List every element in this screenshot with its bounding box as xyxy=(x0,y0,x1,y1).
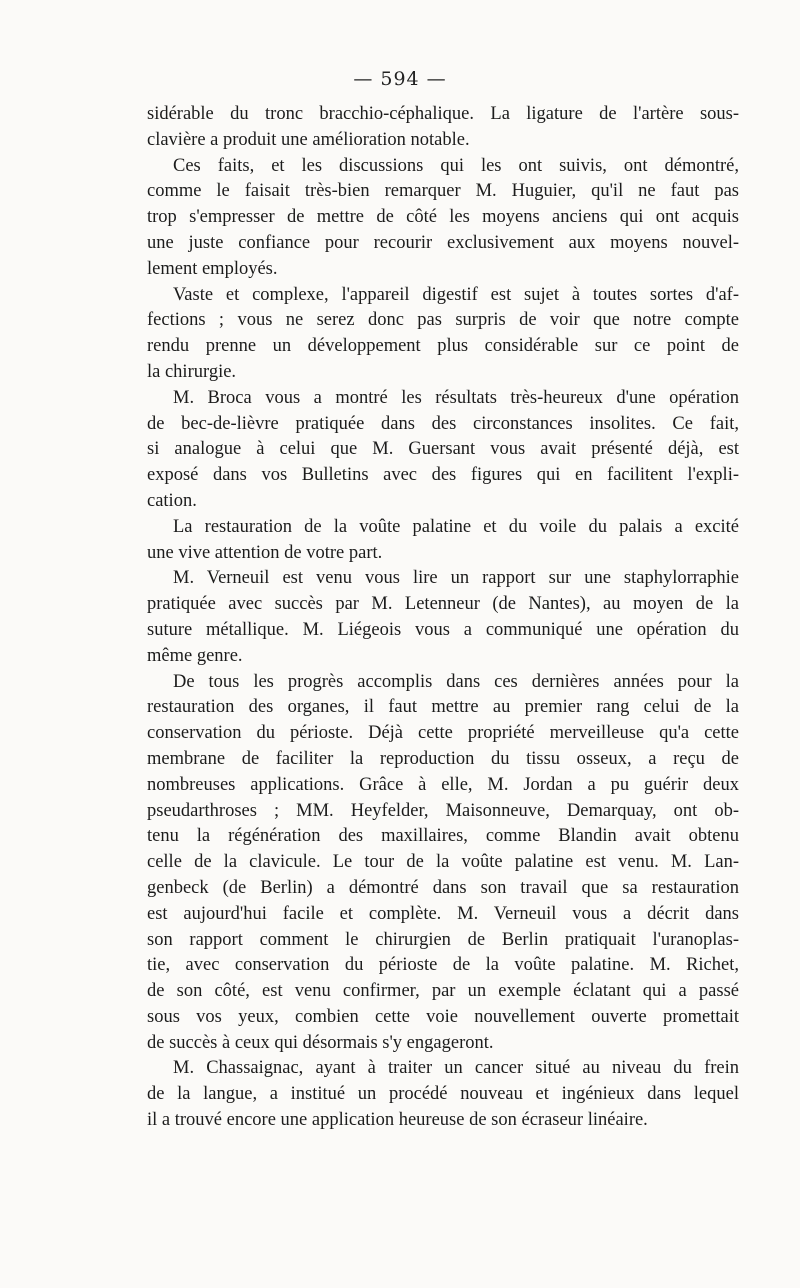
text-line: M. Verneuil est venu vous lire un rapport sur une staphylorraphie xyxy=(173,568,739,589)
paragraph xyxy=(147,1056,739,1133)
text-line: pratiquée avec succès par M. Letenneur (de Nantes), au moyen de la xyxy=(147,594,739,615)
text-line: son rapport comment le chirurgien de Berlin pratiquait l'uranoplas- xyxy=(147,929,739,950)
text-line: De tous les progrès accomplis dans ces dernières années pour la xyxy=(173,671,739,692)
text-line: membrane de faciliter la reproduction du tissu osseux, a reçu de xyxy=(147,748,739,769)
text-line: celle de la clavicule. Le tour de la voûte palatine est venu. M. Lan- xyxy=(147,852,739,873)
paragraph xyxy=(147,566,739,669)
text-line: rendu prenne un développement plus considérable sur ce point de xyxy=(147,336,739,357)
page-number: — 594 — xyxy=(353,68,447,90)
text-line: de succès à ceux qui désormais s'y engageront. xyxy=(147,1032,494,1053)
text-line: La restauration de la voûte palatine et du voile du palais a excité xyxy=(173,516,739,537)
text-line: de son côté, est venu confirmer, par un exemple éclatant qui a passé xyxy=(147,981,739,1002)
text-line: de bec-de-lièvre pratiquée dans des circonstances insolites. Ce fait, xyxy=(147,413,739,434)
text-line: exposé dans vos Bulletins avec des figures qui en facilitent l'expli- xyxy=(147,465,739,486)
text-line: trop s'empresser de mettre de côté les moyens anciens qui ont acquis xyxy=(147,207,739,228)
text-line: comme le faisait très-bien remarquer M. Huguier, qu'il ne faut pas xyxy=(147,181,739,202)
text-line: M. Chassaignac, ayant à traiter un cancer situé au niveau du frein xyxy=(173,1058,739,1079)
body-text xyxy=(147,102,739,1134)
text-line: fections ; vous ne serez donc pas surpris de voir que notre compte xyxy=(147,310,739,331)
text-line: sous vos yeux, combien cette voie nouvellement ouverte promettait xyxy=(147,1006,739,1027)
text-line: suture métallique. M. Liégeois vous a communiqué une opération du xyxy=(147,619,739,640)
paragraph xyxy=(147,670,739,1057)
text-line: est aujourd'hui facile et complète. M. Verneuil vous a décrit dans xyxy=(147,903,739,924)
text-line: Vaste et complexe, l'appareil digestif est sujet à toutes sortes d'af- xyxy=(173,284,739,305)
paragraph xyxy=(147,102,739,154)
text-line: une vive attention de votre part. xyxy=(147,542,383,563)
text-line: nombreuses applications. Grâce à elle, M. Jordan a pu guérir deux xyxy=(147,774,739,795)
text-line: genbeck (de Berlin) a démontré dans son travail que sa restauration xyxy=(147,877,739,898)
text-line: restauration des organes, il faut mettre au premier rang celui de la xyxy=(147,697,739,718)
paragraph xyxy=(147,515,739,567)
text-line: cation. xyxy=(147,490,197,511)
text-line: M. Broca vous a montré les résultats très-heureux d'une opération xyxy=(173,387,739,408)
paragraph xyxy=(147,283,739,386)
text-line: tie, avec conservation du périoste de la voûte palatine. M. Richet, xyxy=(147,955,739,976)
text-line: de la langue, a institué un procédé nouveau et ingénieux dans lequel xyxy=(147,1084,739,1105)
text-line: la chirurgie. xyxy=(147,361,237,382)
text-line: clavière a produit une amélioration notable. xyxy=(147,129,470,150)
text-line: lement employés. xyxy=(147,258,278,279)
text-line: conservation du périoste. Déjà cette propriété merveilleuse qu'a cette xyxy=(147,723,739,744)
text-line: si analogue à celui que M. Guersant vous avait présenté déjà, est xyxy=(147,439,739,460)
text-line: tenu la régénération des maxillaires, comme Blandin avait obtenu xyxy=(147,826,739,847)
text-line: même genre. xyxy=(147,645,243,666)
text-line: sidérable du tronc bracchio-céphalique. La ligature de l'artère sous- xyxy=(147,104,739,124)
paragraph xyxy=(147,386,739,515)
text-line: Ces faits, et les discussions qui les ont suivis, ont démontré, xyxy=(173,155,739,176)
paragraph xyxy=(147,154,739,283)
text-line: il a trouvé encore une application heureuse de son écraseur linéaire. xyxy=(147,1110,648,1131)
text-line: pseudarthroses ; MM. Heyfelder, Maisonneuve, Demarquay, ont ob- xyxy=(147,800,739,821)
text-line: une juste confiance pour recourir exclusivement aux moyens nouvel- xyxy=(147,232,739,253)
